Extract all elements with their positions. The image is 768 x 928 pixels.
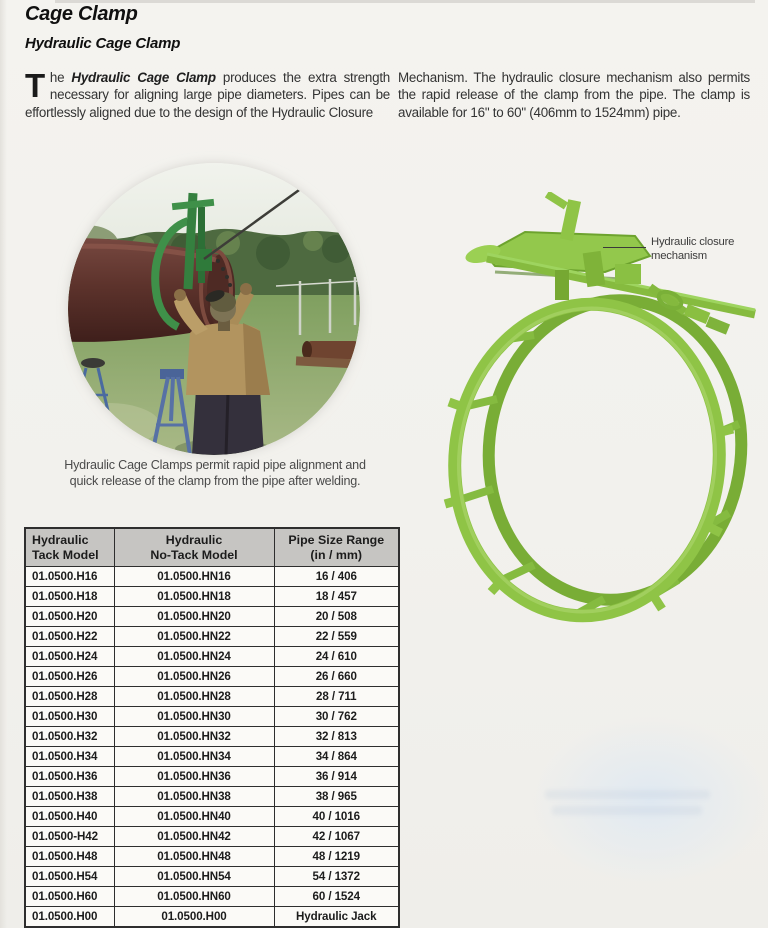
table-cell: 32 / 813 bbox=[274, 727, 399, 747]
table-cell: 01.0500.H36 bbox=[25, 767, 114, 787]
table-cell: 01.0500.H18 bbox=[25, 587, 114, 607]
table-row bbox=[25, 587, 399, 607]
header-line: Pipe Size Range bbox=[288, 533, 385, 547]
table-cell: 01.0500.H24 bbox=[25, 647, 114, 667]
table-row bbox=[25, 847, 399, 867]
table-cell: 24 / 610 bbox=[274, 647, 399, 667]
table-row bbox=[25, 607, 399, 627]
table-row bbox=[25, 727, 399, 747]
table-cell: 01.0500.H38 bbox=[25, 787, 114, 807]
table-cell: 01.0500.HN54 bbox=[114, 867, 274, 887]
table-cell: 26 / 660 bbox=[274, 667, 399, 687]
table-cell: 01.0500.HN28 bbox=[114, 687, 274, 707]
dropcap-letter: T bbox=[25, 67, 45, 104]
diagram-pointer-line bbox=[603, 247, 646, 248]
table-row bbox=[25, 567, 399, 587]
page-subtitle: Hydraulic Cage Clamp bbox=[25, 35, 181, 52]
table-cell: 01.0500.HN18 bbox=[114, 587, 274, 607]
table-cell: 54 / 1372 bbox=[274, 867, 399, 887]
table-cell: 01.0500-H42 bbox=[25, 827, 114, 847]
intro-paragraph-left bbox=[25, 69, 390, 121]
tree-clump bbox=[256, 236, 290, 270]
table-row bbox=[25, 807, 399, 827]
clamp-mast2 bbox=[198, 207, 205, 283]
roller-stand-leg bbox=[76, 368, 86, 411]
table-row bbox=[25, 647, 399, 667]
photo-caption-line2: quick release of the clamp from the pipe after welding. bbox=[69, 474, 361, 489]
table-row bbox=[25, 747, 399, 767]
photo-spare-pipe bbox=[304, 341, 360, 359]
table-row bbox=[25, 627, 399, 647]
table-row bbox=[25, 787, 399, 807]
field-photo bbox=[68, 163, 360, 455]
table-cell: 01.0500.HN30 bbox=[114, 707, 274, 727]
chain-link bbox=[228, 283, 232, 287]
table-row bbox=[25, 707, 399, 727]
scan-artifact-left-edge bbox=[0, 0, 7, 928]
table-cell: 01.0500.HN48 bbox=[114, 847, 274, 867]
table-cell: 01.0500.HN34 bbox=[114, 747, 274, 767]
table-cell: 40 / 1016 bbox=[274, 807, 399, 827]
table-cell: 01.0500.HN40 bbox=[114, 807, 274, 827]
clamp-block bbox=[196, 249, 212, 271]
tree-clump bbox=[322, 235, 350, 263]
col-header-no-tack-model bbox=[114, 528, 274, 567]
table-cell: 01.0500.H22 bbox=[25, 627, 114, 647]
table-cell: 01.0500.HN20 bbox=[114, 607, 274, 627]
table-cell: 28 / 711 bbox=[274, 687, 399, 707]
table-cell: 01.0500.H00 bbox=[114, 907, 274, 928]
table-cell: 01.0500.HN42 bbox=[114, 827, 274, 847]
table-cell: 36 / 914 bbox=[274, 767, 399, 787]
header-line: (in / mm) bbox=[310, 547, 363, 562]
table-cell: 38 / 965 bbox=[274, 787, 399, 807]
table-row bbox=[25, 907, 399, 928]
table-cell: 01.0500.H28 bbox=[25, 687, 114, 707]
photo-caption-line1: Hydraulic Cage Clamps permit rapid pipe alignment and bbox=[64, 458, 366, 472]
table-cell: 16 / 406 bbox=[274, 567, 399, 587]
spec-table-header bbox=[25, 528, 399, 567]
table-row bbox=[25, 767, 399, 787]
table-cell: 01.0500.HN16 bbox=[114, 567, 274, 587]
spare-pipe-end bbox=[302, 341, 312, 359]
table-cell: 01.0500.H32 bbox=[25, 727, 114, 747]
worker-glove bbox=[240, 283, 252, 295]
table-cell: 60 / 1524 bbox=[274, 887, 399, 907]
table-row bbox=[25, 687, 399, 707]
table-cell: 01.0500.HN36 bbox=[114, 767, 274, 787]
table-cell: 01.0500.H26 bbox=[25, 667, 114, 687]
table-cell: 18 / 457 bbox=[274, 587, 399, 607]
table-cell: 01.0500.HN32 bbox=[114, 727, 274, 747]
col-header-tack-model bbox=[25, 528, 114, 567]
table-cell: 01.0500.H54 bbox=[25, 867, 114, 887]
table-cell: 01.0500.H30 bbox=[25, 707, 114, 727]
header-line: Hydraulic bbox=[32, 533, 89, 547]
table-cell: Hydraulic Jack bbox=[274, 907, 399, 928]
chain-link bbox=[221, 267, 225, 271]
table-cell: 30 / 762 bbox=[274, 707, 399, 727]
intro-product-name: Hydraulic Cage Clamp bbox=[71, 70, 216, 85]
spec-table-body bbox=[25, 567, 399, 928]
table-cell: 22 / 559 bbox=[274, 627, 399, 647]
pants-seam bbox=[226, 393, 228, 455]
page-title: Cage Clamp bbox=[25, 3, 138, 25]
table-cell: 34 / 864 bbox=[274, 747, 399, 767]
spec-table bbox=[24, 527, 400, 928]
diagram-label-line2: mechanism bbox=[651, 249, 707, 262]
table-cell: 01.0500.H40 bbox=[25, 807, 114, 827]
scan-ghost-text bbox=[552, 806, 702, 815]
table-cell: 01.0500.HN60 bbox=[114, 887, 274, 907]
intro-paragraph-right: Mechanism. The hydraulic closure mechanism also permits the rapid release of the clamp from the pipe. The clamp is available for 16" to 60" (406mm to 1524mm) pipe. bbox=[398, 70, 750, 120]
lever-rod-tip bbox=[304, 183, 309, 188]
photo-caption bbox=[50, 457, 380, 490]
chain-link bbox=[216, 259, 220, 263]
diagram-label bbox=[651, 236, 734, 263]
table-cell: 01.0500.HN22 bbox=[114, 627, 274, 647]
diagram-label-line1: Hydraulic closure bbox=[651, 236, 735, 248]
worker-glove bbox=[174, 289, 186, 301]
table-cell: 20 / 508 bbox=[274, 607, 399, 627]
field-photo-art bbox=[68, 163, 360, 455]
table-row bbox=[25, 827, 399, 847]
scan-bleedthrough-tint bbox=[530, 715, 768, 885]
intro-text-pre: he bbox=[49, 70, 72, 85]
table-row bbox=[25, 887, 399, 907]
table-cell: 01.0500.H34 bbox=[25, 747, 114, 767]
tripod-leg bbox=[171, 377, 173, 421]
table-cell: 42 / 1067 bbox=[274, 827, 399, 847]
closure-mechanism bbox=[464, 194, 755, 335]
scan-artifact-top bbox=[55, 0, 755, 3]
table-cell: 01.0500.H00 bbox=[25, 907, 114, 928]
table-cell: 01.0500.HN24 bbox=[114, 647, 274, 667]
intro-text-post: produces the extra strength necessary for aligning large pipe diameters. Pipes can be effortlessly aligned due to the design of the Hydraulic Closure bbox=[25, 70, 390, 120]
header-line: No-Tack Model bbox=[150, 547, 238, 562]
table-cell: 01.0500.H60 bbox=[25, 887, 114, 907]
tree-clump-light bbox=[303, 231, 323, 251]
table-cell: 48 / 1219 bbox=[274, 847, 399, 867]
table-cell: 01.0500.H48 bbox=[25, 847, 114, 867]
header-line: Tack Model bbox=[32, 547, 99, 562]
table-cell: 01.0500.H20 bbox=[25, 607, 114, 627]
table-row bbox=[25, 867, 399, 887]
table-cell: 01.0500.H16 bbox=[25, 567, 114, 587]
col-header-pipe-size-range bbox=[274, 528, 399, 567]
table-cell: 01.0500.HN26 bbox=[114, 667, 274, 687]
chain-link bbox=[225, 275, 229, 279]
roller-stand-top bbox=[81, 358, 105, 368]
table-cell: 01.0500.HN38 bbox=[114, 787, 274, 807]
header-line: Hydraulic bbox=[165, 533, 223, 547]
table-row bbox=[25, 667, 399, 687]
scan-ghost-text bbox=[545, 790, 710, 799]
